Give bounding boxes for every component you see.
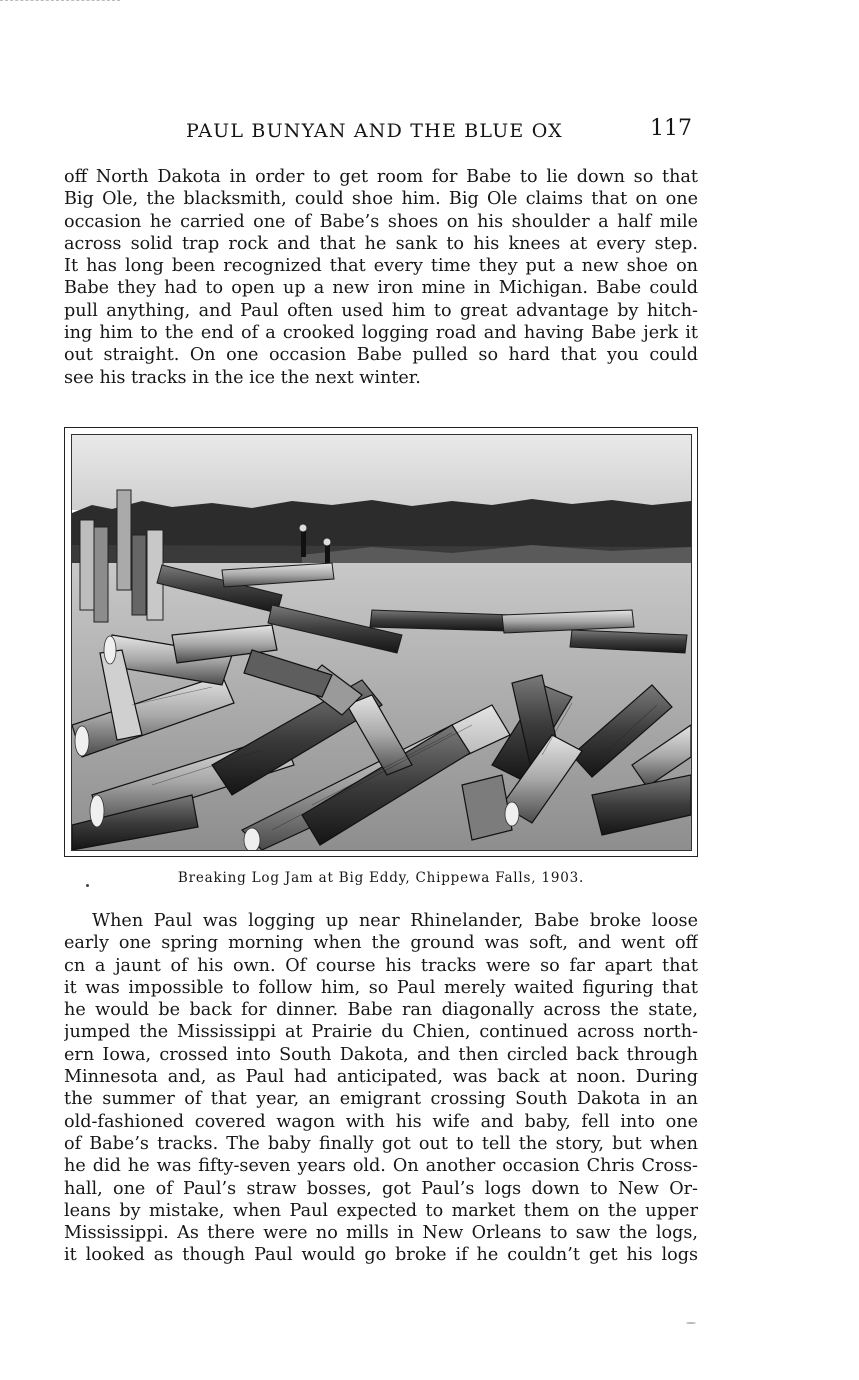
text-line: Babe they had to open up a new iron mine in Michigan. Babe could [64, 278, 698, 299]
running-title: PAUL BUNYAN AND THE BLUE OX [186, 120, 563, 142]
text-line: occasion he carried one of Babe’s shoes on his shoulder a half mile [64, 211, 698, 232]
text-line: of Babe’s tracks. The baby finally got out to tell the story, but when [64, 1133, 698, 1154]
text-line: ing him to the end of a crooked logging road and having Babe jerk it [64, 323, 698, 344]
text-line: pull anything, and Paul often used him to great advantage by hitch- [64, 300, 698, 321]
text-line: out straight. On one occasion Babe pulled so hard that you could [64, 345, 698, 366]
text-line: early one spring morning when the ground was soft, and went off [64, 933, 698, 954]
text-line: When Paul was logging up near Rhinelander, Babe broke loose [92, 911, 698, 931]
text-line: across solid trap rock and that he sank to his knees at every step. [64, 233, 698, 254]
log-jam-photo [71, 434, 692, 851]
paragraph-1-text [64, 166, 698, 389]
scan-speck [86, 884, 89, 887]
text-line: he did he was fifty-seven years old. On another occasion Chris Cross- [64, 1156, 698, 1177]
text-line: jumped the Mississippi at Prairie du Chien, continued across north- [64, 1022, 698, 1043]
scan-speck [686, 1322, 696, 1324]
text-line: Minnesota and, as Paul had anticipated, was back at noon. During [64, 1067, 698, 1088]
text-line: it was impossible to follow him, so Paul merely waited figuring that [64, 977, 698, 998]
text-line: it looked as though Paul would go broke if he couldn’t get his logs [64, 1245, 698, 1266]
paragraph-1 [64, 166, 698, 389]
text-line: Mississippi. As there were no mills in New Orleans to saw the logs, [64, 1223, 698, 1244]
scan-artifact [0, 0, 120, 2]
text-line: old-fashioned covered wagon with his wife and baby, fell into one [64, 1111, 698, 1132]
text-line: It has long been recognized that every time they put a new shoe on [64, 256, 698, 277]
log-jam-illustration [72, 435, 691, 850]
text-line: see his tracks in the ice the next winter. [64, 367, 421, 388]
page-number: 117 [650, 116, 692, 141]
paragraph-2 [64, 910, 698, 1267]
text-line: off North Dakota in order to get room for Babe to lie down so that [64, 167, 698, 187]
text-line: ern Iowa, crossed into South Dakota, and then circled back through [64, 1044, 698, 1065]
paragraph-2-text [64, 910, 698, 1267]
text-line: cn a jaunt of his own. Of course his tracks were so far apart that [64, 955, 698, 976]
photo-figure [64, 427, 698, 857]
figure-caption: Breaking Log Jam at Big Eddy, Chippewa Falls, 1903. [177, 870, 585, 886]
text-line: the summer of that year, an emigrant crossing South Dakota in an [64, 1089, 698, 1110]
text-line: he would be back for dinner. Babe ran diagonally across the state, [64, 1000, 698, 1021]
text-line: hall, one of Paul’s straw bosses, got Paul’s logs down to New Or- [64, 1178, 698, 1199]
text-line: Big Ole, the blacksmith, could shoe him. Big Ole claims that on one [64, 189, 698, 210]
running-head [66, 116, 696, 146]
text-line: leans by mistake, when Paul expected to market them on the upper [64, 1200, 698, 1221]
